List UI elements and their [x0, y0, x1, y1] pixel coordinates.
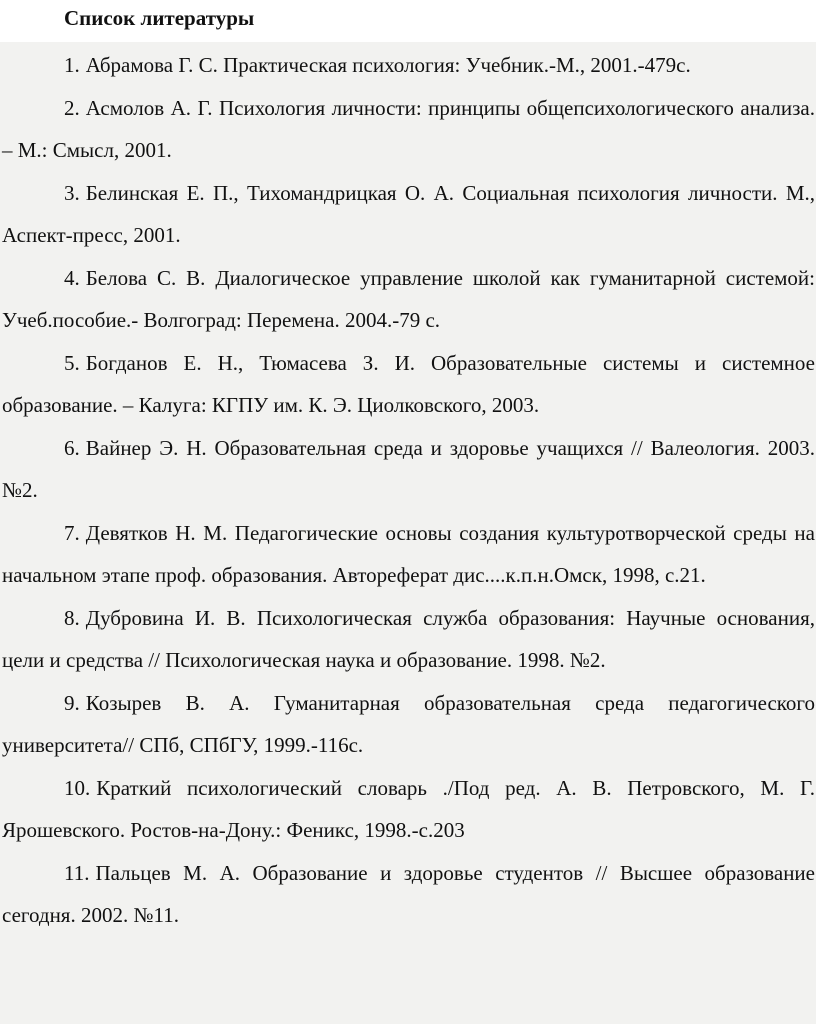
reference-number: 4. [64, 265, 80, 290]
reference-item-6 [0, 427, 816, 512]
reference-item-9 [0, 682, 816, 767]
reference-item-10 [0, 767, 816, 852]
reference-text: Богданов Е. Н., Тюмасева З. И. Образовательные системы и системное образование. – Калуга: КГПУ им. К. Э. Циолковского, 2003. [2, 350, 815, 417]
title-bar [0, 0, 816, 42]
reference-number: 10. [64, 775, 91, 800]
reference-number: 8. [64, 605, 80, 630]
reference-text: Девятков Н. М. Педагогические основы создания культуротворческой среды на начальном этапе проф. образования. Автореферат дис....к.п.н.Омск, 1998, с.21. [2, 520, 815, 587]
reference-number: 5. [64, 350, 80, 375]
reference-number: 1. [64, 53, 80, 77]
reference-text: Абрамова Г. С. Практическая психология: Учебник.-М., 2001.-479с. [85, 53, 691, 77]
reference-item-2 [0, 87, 816, 172]
reference-item-5 [0, 342, 816, 427]
reference-number: 6. [64, 435, 80, 460]
reference-item-1 [0, 44, 816, 87]
reference-item-11 [0, 852, 816, 937]
reference-number: 9. [64, 690, 80, 715]
reference-number: 3. [64, 180, 80, 205]
reference-item-3 [0, 172, 816, 257]
reference-number: 7. [64, 520, 80, 545]
reference-text: Краткий психологический словарь ./Под ред. А. В. Петровского, М. Г. Ярошевского. Ростов-на-Дону.: Феникс, 1998.-с.203 [2, 775, 815, 842]
reference-text: Пальцев М. А. Образование и здоровье студентов // Высшее образование сегодня. 2002. №11. [2, 860, 815, 927]
reference-item-7 [0, 512, 816, 597]
reference-item-4 [0, 257, 816, 342]
page-title: Список литературы [64, 6, 255, 30]
reference-text: Козырев В. А. Гуманитарная образовательная среда педагогического университета// СПб, СПбГУ, 1999.-116с. [2, 690, 815, 757]
reference-text: Белинская Е. П., Тихомандрицкая О. А. Социальная психология личности. М., Аспект-пресс, 2001. [2, 180, 815, 247]
reference-text: Дубровина И. В. Психологическая служба образования: Научные основания, цели и средства // Психологическая наука и образование. 1998. №2. [2, 605, 815, 672]
reference-text: Асмолов А. Г. Психология личности: принципы общепсихологического анализа. – М.: Смысл, 2001. [2, 95, 815, 162]
reference-text: Белова С. В. Диалогическое управление школой как гуманитарной системой: Учеб.пособие.- Волгоград: Перемена. 2004.-79 с. [2, 265, 815, 332]
reference-list [0, 42, 816, 1024]
reference-item-8 [0, 597, 816, 682]
reference-number: 11. [64, 860, 90, 885]
reference-text: Вайнер Э. Н. Образовательная среда и здоровье учащихся // Валеология. 2003. №2. [2, 435, 815, 502]
reference-number: 2. [64, 95, 80, 120]
